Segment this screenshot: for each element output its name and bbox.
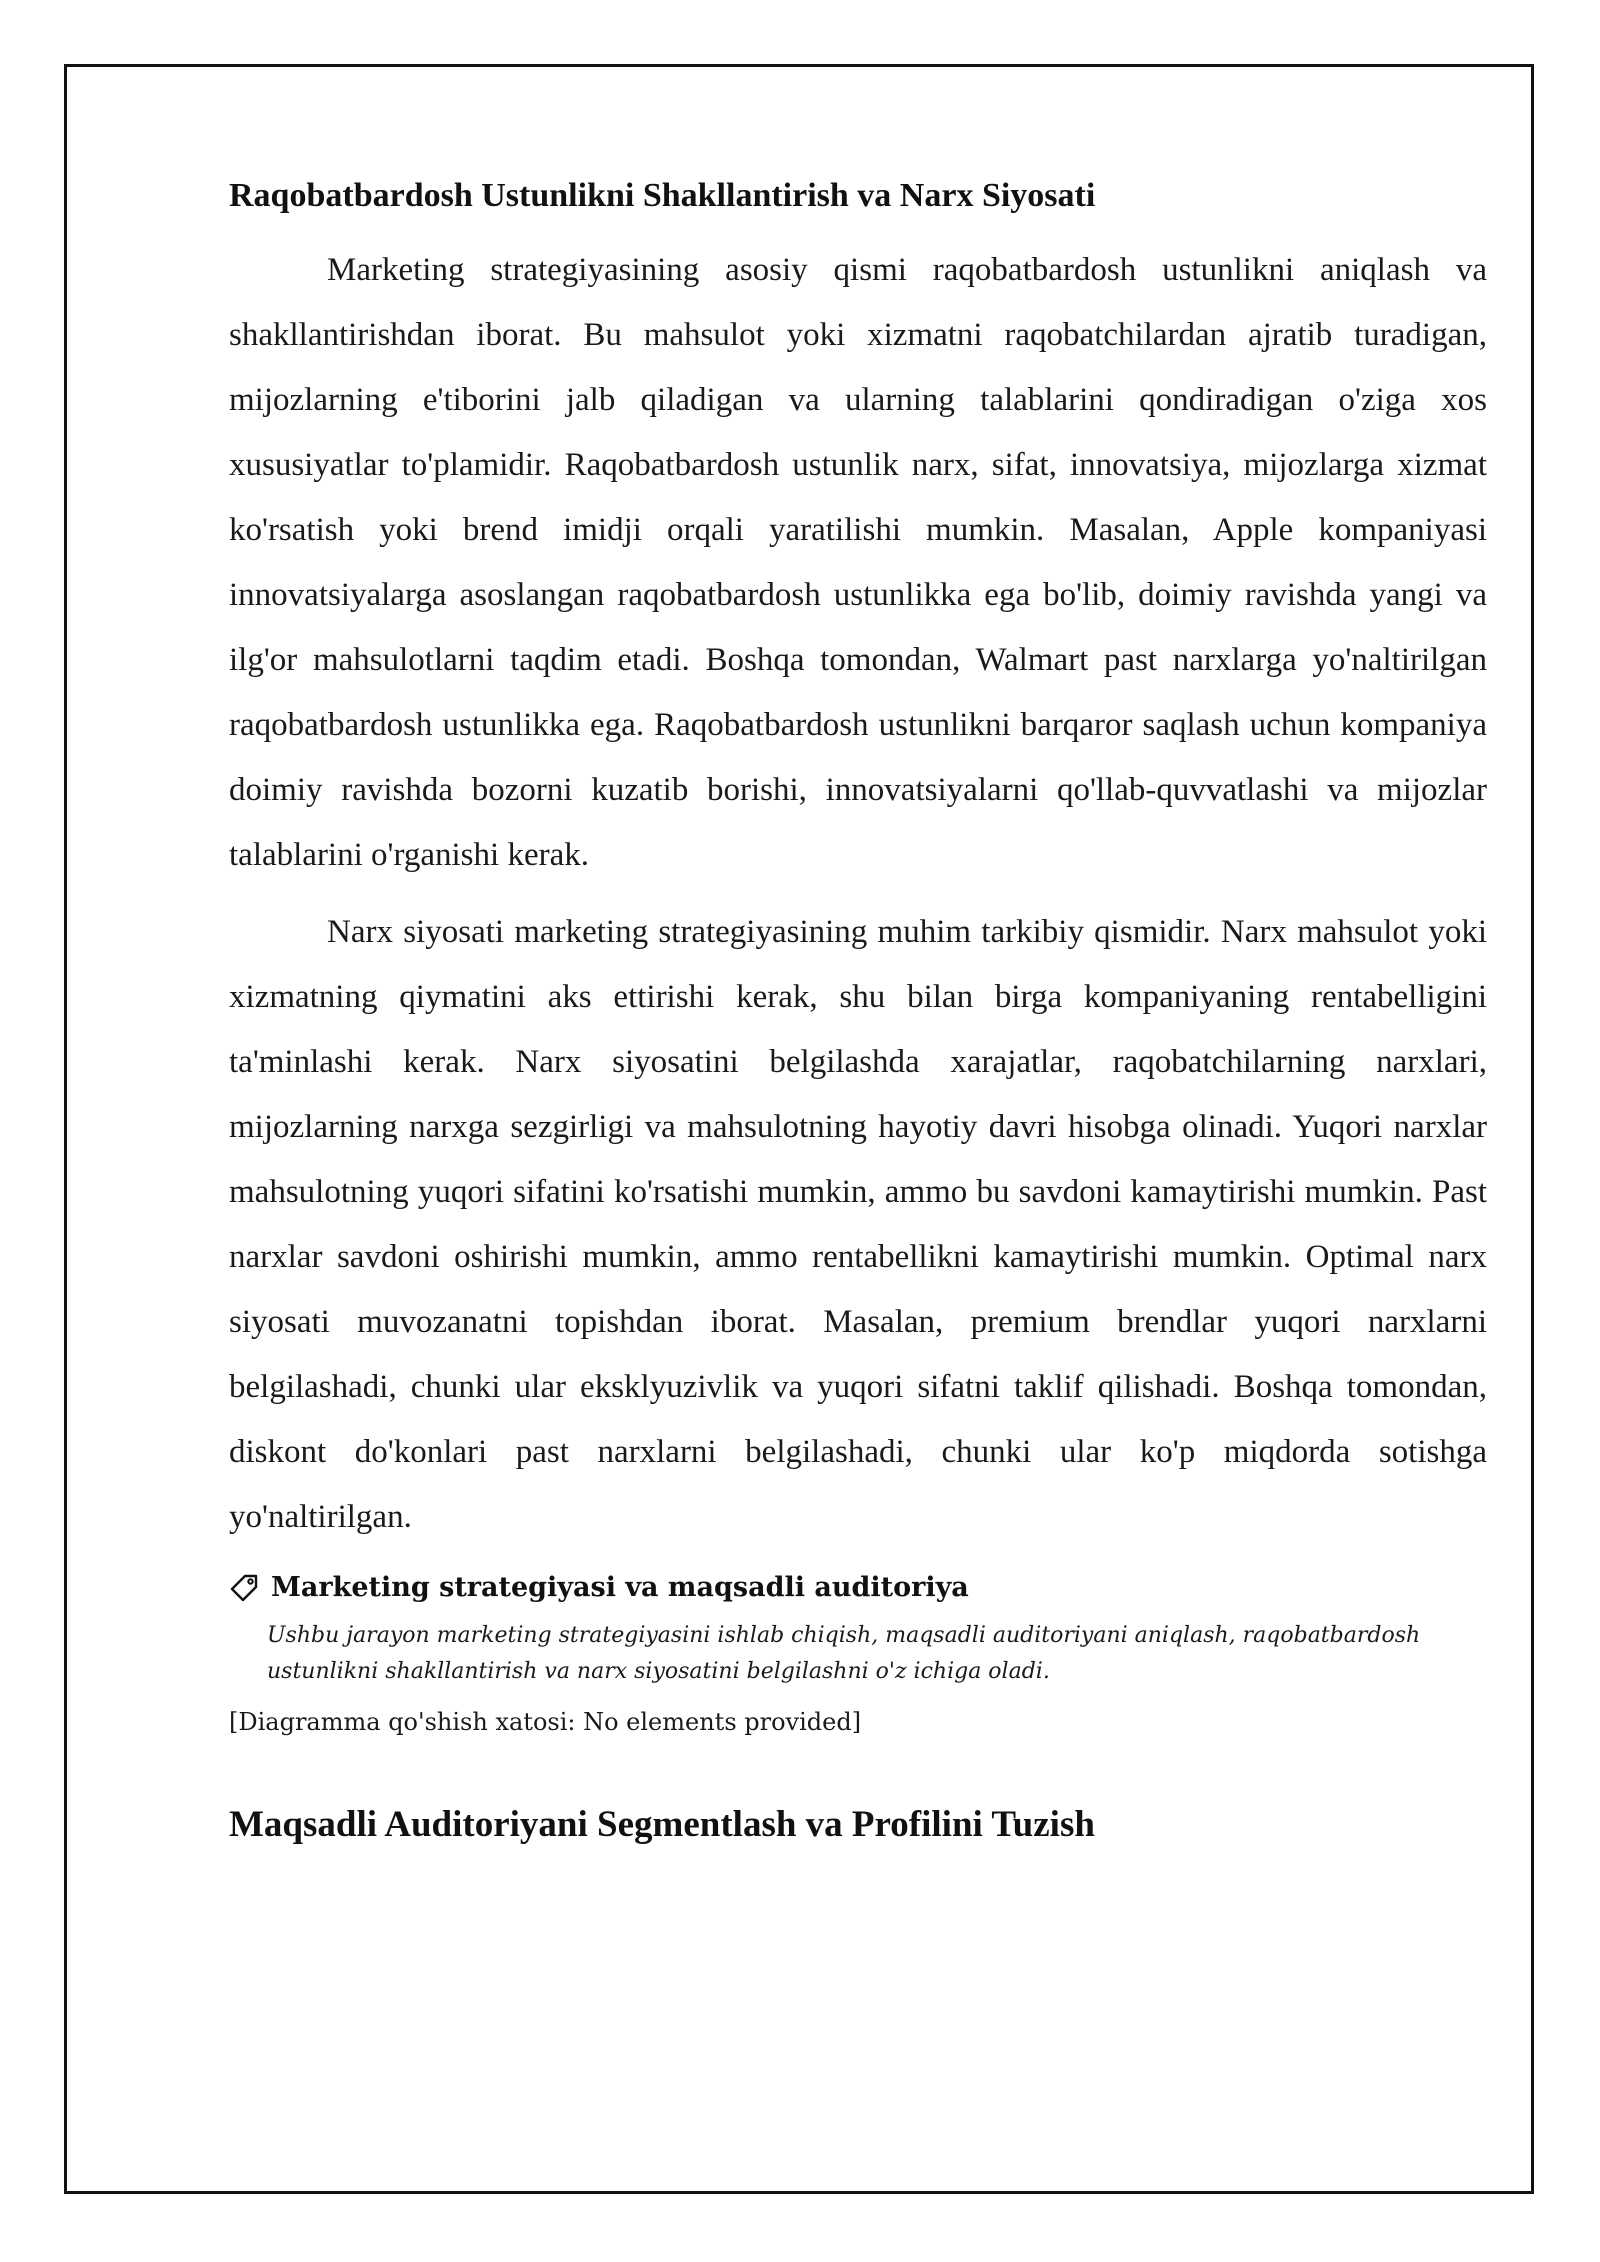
diagram-title: Marketing strategiyasi va maqsadli auditoriya bbox=[271, 1572, 969, 1603]
diagram-description: Ushbu jarayon marketing strategiyasini ishlab chiqish, maqsadli auditoriyani aniqlash, raqobatbardosh ustunlikni shakllantirish va narx siyosatini belgilashni o'z ichiga oladi. bbox=[267, 1623, 1421, 1684]
diagram-title-row bbox=[229, 1570, 1487, 1606]
section-heading-audience-segmentation: Maqsadli Auditoriyani Segmentlash va Profilini Tuzish bbox=[229, 1804, 1095, 1845]
diagram-error-message: [Diagramma qo'shish xatosi: No elements provided] bbox=[229, 1708, 862, 1736]
paragraph-competitive-advantage: Marketing strategiyasining asosiy qismi raqobatbardosh ustunlikni aniqlash va shakllantirishdan iborat. Bu mahsulot yoki xizmatni raqobatchilardan ajratib turadigan, mijozlarning e'tiborini jalb qiladigan va ularning talablarini qondiradigan o'ziga xos xususiyatlar to'plamidir. Raqobatbardosh ustunlik narx, sifat, innovatsiya, mijozlarga xizmat ko'rsatish yoki brend imidji orqali yaratilishi mumkin. Masalan, Apple kompaniyasi innovatsiyalarga asoslangan raqobatbardosh ustunlikka ega bo'lib, doimiy ravishda yangi va ilg'or mahsulotlarni taqdim etadi. Boshqa tomondan, Walmart past narxlarga yo'naltirilgan raqobatbardosh ustunlikka ega. Raqobatbardosh ustunlikni barqaror saqlash uchun kompaniya doimiy ravishda bozorni kuzatib borishi, innovatsiyalarni qo'llab-quvvatlashi va mijozlar talablarini o'rganishi kerak. bbox=[229, 252, 1487, 873]
tag-icon bbox=[229, 1573, 259, 1603]
paragraph-pricing-policy: Narx siyosati marketing strategiyasining muhim tarkibiy qismidir. Narx mahsulot yoki xizmatning qiymatini aks ettirishi kerak, shu bilan birga kompaniyaning rentabelligini ta'minlashi kerak. Narx siyosatini belgilashda xarajatlar, raqobatchilarning narxlari, mijozlarning narxga sezgirligi va mahsulotning hayotiy davri hisobga olinadi. Yuqori narxlar mahsulotning yuqori sifatini ko'rsatishi mumkin, ammo bu savdoni kamaytirishi mumkin. Past narxlar savdoni oshirishi mumkin, ammo rentabellikni kamaytirishi mumkin. Optimal narx siyosati muvozanatni topishdan iborat. Masalan, premium brendlar yuqori narxlarni belgilashadi, chunki ular eksklyuzivlik va yuqori sifatni taklif qilishadi. Boshqa tomondan, diskont do'konlari past narxlarni belgilashadi, chunki ular ko'p miqdorda sotishga yo'naltirilgan. bbox=[229, 914, 1487, 1535]
section-heading-competitive-advantage: Raqobatbardosh Ustunlikni Shakllantirish va Narx Siyosati bbox=[229, 177, 1096, 214]
diagram-block bbox=[229, 1570, 1487, 1740]
document-content bbox=[229, 172, 1487, 1850]
